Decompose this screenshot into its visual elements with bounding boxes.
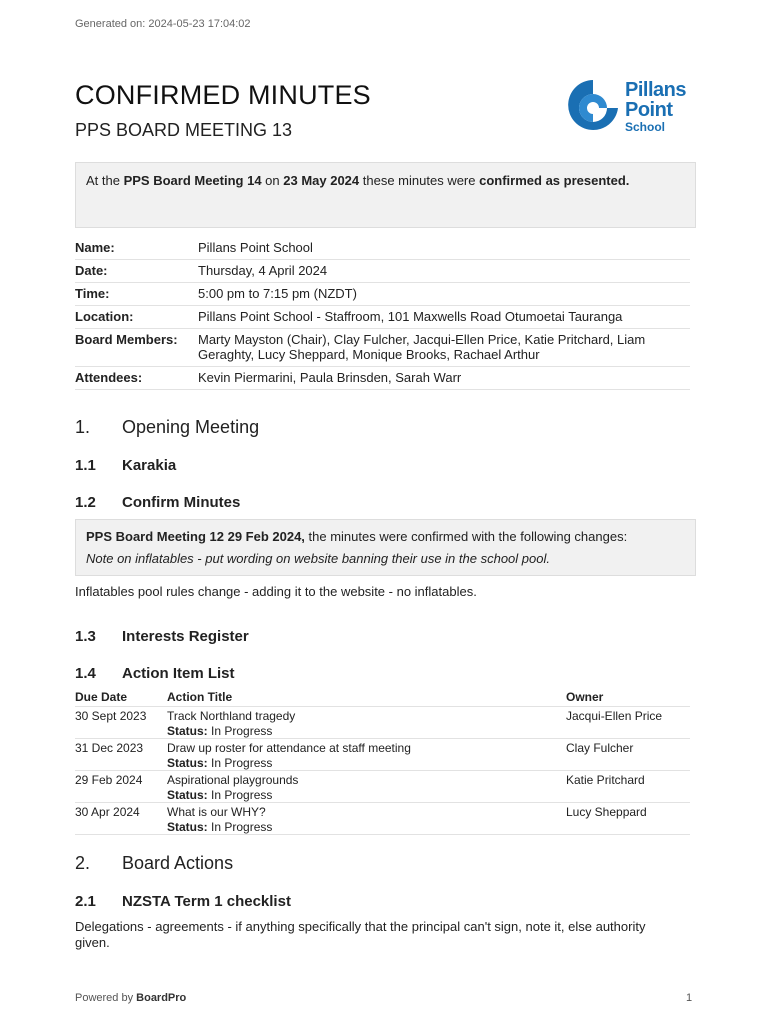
action-title: Aspirational playgrounds: [167, 773, 299, 787]
info-row-location: [75, 306, 690, 329]
column-header-owner: Owner: [566, 690, 604, 704]
subsection-number: 2.1: [75, 893, 96, 910]
info-value: Kevin Piermarini, Paula Brinsden, Sarah Warr: [198, 370, 462, 385]
due-date: 30 Sept 2023: [75, 709, 147, 723]
confirm-meeting: PPS Board Meeting 14: [123, 173, 262, 188]
previous-minutes-box: [75, 519, 696, 576]
status-label: Status:: [167, 820, 208, 834]
confirm-text: these minutes were: [359, 173, 480, 188]
info-label: Time:: [75, 286, 110, 301]
confirm-text: At the: [86, 173, 124, 188]
due-date: 31 Dec 2023: [75, 741, 144, 755]
table-row: [75, 771, 690, 803]
status-value: In Progress: [207, 756, 273, 770]
action-title-cell: [167, 741, 566, 768]
section-title: Opening Meeting: [122, 417, 260, 437]
logo-line-2: Point: [625, 99, 673, 121]
footer-powered-text: Powered by: [75, 992, 137, 1004]
logo-line-1: Pillans: [625, 79, 686, 101]
subsection-title: Confirm Minutes: [122, 494, 241, 511]
action-title-cell: [167, 709, 566, 736]
subsection-title: Karakia: [122, 457, 177, 474]
action-title: What is our WHY?: [167, 805, 266, 819]
info-value: 5:00 pm to 7:15 pm (NZDT): [198, 286, 357, 301]
section-title: Board Actions: [122, 853, 234, 873]
previous-minutes-note: Note on inflatables - put wording on website banning their use in the school pool.: [86, 551, 550, 566]
subsection-title: NZSTA Term 1 checklist: [122, 893, 291, 910]
subsection-heading-nzsta-checklist: [75, 893, 291, 910]
previous-minutes-text: the minutes were confirmed with the following changes:: [304, 529, 628, 544]
section-number: 1.: [75, 417, 91, 437]
status-value: In Progress: [207, 788, 273, 802]
subsection-title: Action Item List: [122, 665, 235, 682]
subsection-title: Interests Register: [122, 628, 249, 645]
action-status: [167, 724, 566, 739]
action-status: [167, 788, 566, 803]
action-status: [167, 756, 566, 771]
owner: Jacqui-Ellen Price: [566, 709, 663, 723]
status-label: Status:: [167, 724, 208, 738]
footer-brand: BoardPro: [136, 992, 187, 1004]
info-row-date: [75, 260, 690, 283]
due-date: 29 Feb 2024: [75, 773, 143, 787]
info-label: Location:: [75, 309, 134, 324]
info-label: Date:: [75, 263, 108, 278]
column-header-due-date: Due Date: [75, 690, 128, 704]
subsection-heading-confirm-minutes: [75, 494, 240, 511]
info-value: Thursday, 4 April 2024: [198, 263, 328, 278]
confirmation-box: [75, 162, 696, 228]
section-heading-board-actions: [75, 853, 233, 874]
info-row-attendees: [75, 367, 690, 390]
inflatables-paragraph: Inflatables pool rules change - adding it to the website - no inflatables.: [75, 584, 477, 599]
logo-line-3: School: [625, 120, 666, 134]
info-label: Board Members:: [75, 332, 178, 347]
page-subtitle: PPS BOARD MEETING 13: [75, 120, 293, 140]
info-row-board-members: [75, 329, 690, 367]
subsection-heading-interests-register: [75, 628, 249, 645]
info-row-time: [75, 283, 690, 306]
subsection-number: 1.4: [75, 665, 96, 682]
meeting-info-table: [75, 237, 690, 390]
generated-timestamp: Generated on: 2024-05-23 17:04:02: [75, 18, 251, 30]
info-value: Pillans Point School: [198, 240, 313, 255]
school-logo: [563, 76, 693, 134]
section-heading-opening-meeting: [75, 417, 259, 438]
info-value: Pillans Point School - Staffroom, 101 Maxwells Road Otumoetai Tauranga: [198, 309, 623, 324]
status-label: Status:: [167, 788, 208, 802]
info-row-name: [75, 237, 690, 260]
status-value: In Progress: [207, 724, 273, 738]
info-label: Attendees:: [75, 370, 143, 385]
subsection-number: 1.3: [75, 628, 96, 645]
info-label: Name:: [75, 240, 115, 255]
confirm-status: confirmed as presented.: [479, 173, 630, 188]
previous-minutes-line: [86, 526, 685, 548]
table-row: [75, 803, 690, 835]
action-items-table: [75, 690, 690, 835]
confirm-date: 23 May 2024: [283, 173, 360, 188]
footer-powered-by: [75, 992, 186, 1004]
subsection-heading-action-item-list: [75, 665, 235, 682]
table-row: [75, 707, 690, 739]
table-row: [75, 739, 690, 771]
subsection-heading-karakia: [75, 457, 176, 474]
owner: Lucy Sheppard: [566, 805, 647, 819]
table-header: [75, 690, 690, 707]
subsection-number: 1.1: [75, 457, 96, 474]
section-number: 2.: [75, 853, 91, 873]
previous-minutes-meeting: PPS Board Meeting 12 29 Feb 2024,: [86, 529, 305, 544]
column-header-action-title: Action Title: [167, 690, 233, 704]
subsection-number: 1.2: [75, 494, 96, 511]
action-title-cell: [167, 805, 566, 832]
delegations-paragraph: Delegations - agreements - if anything specifically that the principal can't sign, note it, else authority given.: [75, 919, 646, 950]
page-title: CONFIRMED MINUTES: [75, 80, 371, 110]
info-value: Marty Mayston (Chair), Clay Fulcher, Jacqui-Ellen Price, Katie Pritchard, Liam Geraghty, Lucy Sheppard, Monique Brooks, Rachael Arthur: [198, 332, 646, 362]
swirl-logo-icon: [563, 76, 625, 134]
status-label: Status:: [167, 756, 208, 770]
owner: Clay Fulcher: [566, 741, 634, 755]
logo-wordmark: [625, 80, 686, 133]
action-title: Draw up roster for attendance at staff meeting: [167, 741, 411, 755]
action-title-cell: [167, 773, 566, 800]
status-value: In Progress: [207, 820, 273, 834]
owner: Katie Pritchard: [566, 773, 645, 787]
page-number: 1: [686, 992, 693, 1004]
confirm-text: on: [261, 173, 284, 188]
due-date: 30 Apr 2024: [75, 805, 140, 819]
action-status: [167, 820, 566, 835]
action-title: Track Northland tragedy: [167, 709, 296, 723]
